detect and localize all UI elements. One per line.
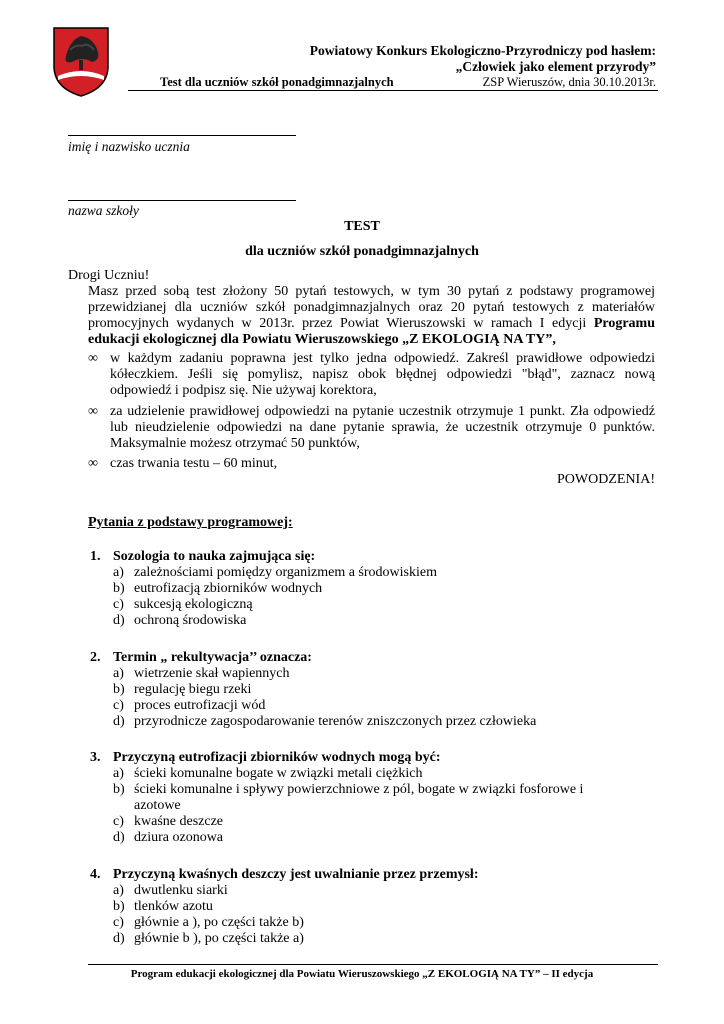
- question-text: Sozologia to nauka zajmująca się:: [113, 549, 316, 564]
- answer-option[interactable]: b) ścieki komunalne i spływy powierzchniowe z pól, bogate w związki fosforowe i azotowe: [113, 782, 584, 813]
- coat-of-arms-icon: [52, 26, 110, 98]
- answer-option[interactable]: c) kwaśne deszcze: [113, 814, 224, 829]
- answer-option[interactable]: d) dziura ozonowa: [113, 830, 224, 845]
- test-subtitle: dla uczniów szkół ponadgimnazjalnych: [245, 244, 479, 259]
- greeting: Drogi Uczniu!: [68, 268, 150, 283]
- answer-option[interactable]: a) wietrzenie skał wapiennych: [113, 666, 290, 681]
- school-name-label: nazwa szkoły: [68, 203, 139, 218]
- answer-option[interactable]: b) eutrofizacją zbiorników wodnych: [113, 581, 323, 596]
- header-contest-title: Powiatowy Konkurs Ekologiczno-Przyrodniczy pod hasłem:: [309, 43, 656, 58]
- question-text: Termin „ rekultywacja’’ oznacza:: [113, 650, 312, 665]
- answer-option[interactable]: a) zależnościami pomiędzy organizmem a środowiskiem: [113, 565, 437, 580]
- intro-text: Masz przed sobą test złożony 50 pytań testowych, w tym 30 pytań z podstawy programowej przewidzianej dla uczniów szkół ponadgimnazjalnych oraz 20 pytań testowych z materiałów promocyjnych wydanych w 2013r. przez Powiat Wieruszowski w ramach I edycji: [88, 284, 655, 331]
- question-text: Przyczyną kwaśnych deszczy jest uwalnianie przez przemysł:: [113, 867, 479, 882]
- footer-divider: [88, 964, 658, 965]
- student-name-label: imię i nazwisko ucznia: [68, 139, 190, 154]
- school-name-line: [68, 200, 296, 201]
- question-number: 2.: [90, 650, 101, 665]
- answer-option[interactable]: b) tlenków azotu: [113, 899, 213, 914]
- question-number: 3.: [90, 750, 101, 765]
- good-luck-text: POWODZENIA!: [557, 472, 655, 487]
- section-title: Pytania z podstawy programowej:: [88, 515, 293, 530]
- answer-option[interactable]: c) proces eutrofizacji wód: [113, 698, 266, 713]
- test-title: TEST: [344, 219, 380, 234]
- answer-option[interactable]: d) przyrodnicze zagospodarowanie terenów zniszczonych przez człowieka: [113, 714, 537, 729]
- infinity-bullet-icon: ∞: [88, 404, 98, 419]
- header-place-date: ZSP Wieruszów, dnia 30.10.2013r.: [482, 75, 656, 89]
- header-test-type: Test dla uczniów szkół ponadgimnazjalnych: [160, 75, 394, 89]
- infinity-bullet-icon: ∞: [88, 351, 98, 366]
- answer-option[interactable]: c) głównie a ), po części także b): [113, 915, 304, 930]
- instruction-bullet: ∞ za udzielenie prawidłowej odpowiedzi na pytanie uczestnik otrzymuje 1 punkt. Zła odpowiedź lub nieudzielenie odpowiedzi na dane pytanie sprawia, że uczestnik otrzymuje 0 punktów. Maksymalnie możesz otrzymać 50 punktów,: [88, 404, 655, 451]
- student-name-line: [68, 135, 296, 136]
- header-contest-motto: „Człowiek jako element przyrody”: [455, 59, 656, 74]
- question: [88, 650, 658, 730]
- header-divider: [128, 90, 658, 91]
- instruction-bullet: ∞ czas trwania testu – 60 minut,: [88, 456, 278, 471]
- answer-option[interactable]: d) ochroną środowiska: [113, 613, 247, 628]
- question: [88, 867, 658, 947]
- answer-option[interactable]: b) regulację biegu rzeki: [113, 682, 252, 697]
- answer-option[interactable]: c) sukcesją ekologiczną: [113, 597, 253, 612]
- answer-option[interactable]: a) dwutlenku siarki: [113, 883, 228, 898]
- infinity-bullet-icon: ∞: [88, 456, 98, 471]
- question-number: 1.: [90, 549, 101, 564]
- instruction-bullet: ∞ w każdym zadaniu poprawna jest tylko jedna odpowiedź. Zakreśl prawidłowe odpowiedzi kółeczkiem. Jeśli się pomylisz, napisz obok błędnej odpowiedzi "błąd", zaznacz nową odpowiedź i podpisz się. Nie używaj korektora,: [88, 351, 655, 398]
- question-number: 4.: [90, 867, 101, 882]
- question: [88, 549, 658, 629]
- intro-paragraph: [88, 284, 655, 348]
- footer-text: Program edukacji ekologicznej dla Powiatu Wieruszowskiego „Z EKOLOGIĄ NA TY” – II edycja: [130, 968, 594, 980]
- intro-program-name: Programu edukacji ekologicznej dla Powiatu Wieruszowskiego „Z EKOLOGIĄ NA TY”,: [88, 316, 655, 347]
- question-text: Przyczyną eutrofizacji zbiorników wodnych mogą być:: [113, 750, 441, 765]
- answer-option[interactable]: a) ścieki komunalne bogate w związki metali ciężkich: [113, 766, 423, 781]
- answer-option[interactable]: d) głównie b ), po części także a): [113, 931, 304, 946]
- question: [88, 750, 658, 846]
